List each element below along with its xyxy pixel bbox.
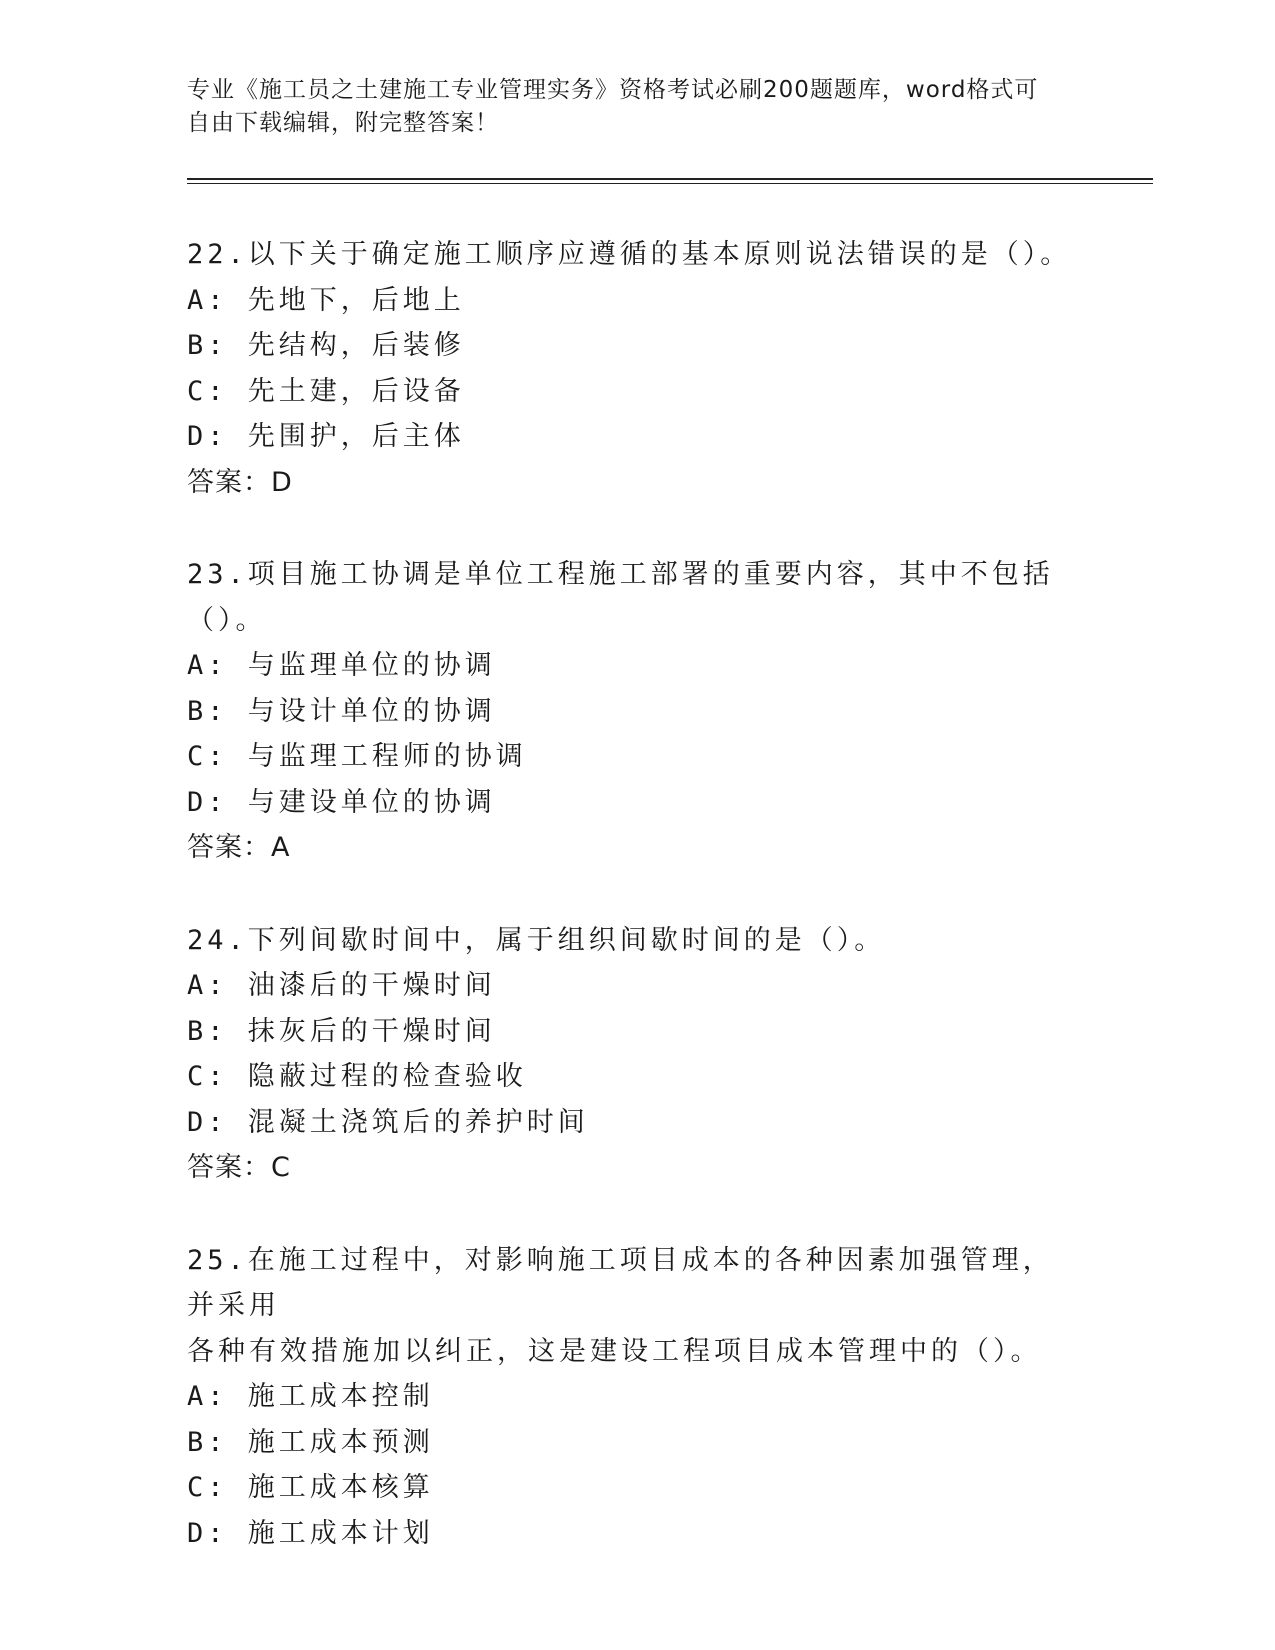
option-b: B: 抹灰后的干燥时间 — [187, 1015, 496, 1047]
question-22 — [187, 232, 1087, 505]
option-b: B: 与设计单位的协调 — [187, 695, 496, 727]
question-list — [187, 232, 1087, 1603]
header-line-1: 专业《施工员之土建施工专业管理实务》资格考试必刷200题题库，word格式可 — [187, 77, 1039, 103]
answer-label: 答案：D — [187, 466, 293, 498]
answer-label: 答案：C — [187, 1152, 291, 1183]
option-c: C: 先土建，后设备 — [187, 375, 465, 407]
option-c: C: 与监理工程师的协调 — [187, 741, 527, 772]
option-b: B: 施工成本预测 — [187, 1426, 434, 1458]
header-line-2: 自由下载编辑，附完整答案！ — [187, 110, 499, 136]
question-stem-line-1: 25.在施工过程中，对影响施工项目成本的各种因素加强管理，并采用 — [187, 1244, 1054, 1321]
option-d: D: 与建设单位的协调 — [187, 786, 496, 818]
option-d: D: 施工成本计划 — [187, 1517, 434, 1549]
header-divider-thin — [187, 183, 1153, 184]
header-divider-thick — [187, 178, 1153, 180]
question-25 — [187, 1238, 1087, 1557]
option-a: A: 施工成本控制 — [187, 1381, 434, 1412]
question-stem-line-2: 各种有效措施加以纠正，这是建设工程项目成本管理中的（）。 — [187, 1335, 1042, 1367]
option-a: A: 先地下，后地上 — [187, 284, 465, 316]
option-d: D: 混凝土浇筑后的养护时间 — [187, 1106, 589, 1138]
question-stem: 23.项目施工协调是单位工程施工部署的重要内容，其中不包括（）。 — [187, 559, 1054, 636]
option-c: C: 隐蔽过程的检查验收 — [187, 1061, 527, 1092]
question-24 — [187, 918, 1087, 1191]
question-stem: 24.下列间歇时间中，属于组织间歇时间的是（）。 — [187, 924, 886, 956]
question-stem: 22.以下关于确定施工顺序应遵循的基本原则说法错误的是（）。 — [187, 239, 1072, 270]
option-a: A: 油漆后的干燥时间 — [187, 970, 496, 1001]
option-d: D: 先围护，后主体 — [187, 421, 465, 452]
option-b: B: 先结构，后装修 — [187, 330, 465, 361]
question-23 — [187, 552, 1087, 871]
answer-label: 答案：A — [187, 832, 291, 863]
document-header — [187, 74, 1067, 140]
option-c: C: 施工成本核算 — [187, 1472, 434, 1503]
option-a: A: 与监理单位的协调 — [187, 650, 496, 681]
